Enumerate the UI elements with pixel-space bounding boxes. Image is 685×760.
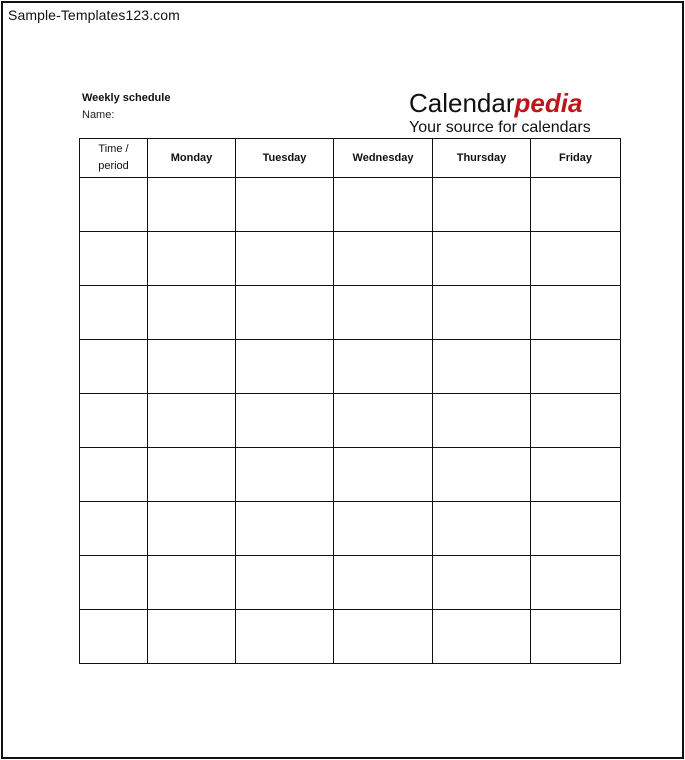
schedule-cell[interactable] xyxy=(334,394,433,448)
time-header-line1: Time / xyxy=(98,143,129,155)
time-period-cell[interactable] xyxy=(80,394,148,448)
table-header-row xyxy=(80,139,621,178)
schedule-cell[interactable] xyxy=(433,448,531,502)
time-period-cell[interactable] xyxy=(80,448,148,502)
document-header xyxy=(82,91,170,122)
table-row xyxy=(80,502,621,556)
schedule-cell[interactable] xyxy=(148,448,236,502)
schedule-cell[interactable] xyxy=(334,178,433,232)
schedule-cell[interactable] xyxy=(433,502,531,556)
schedule-cell[interactable] xyxy=(334,340,433,394)
schedule-cell[interactable] xyxy=(148,286,236,340)
table-row xyxy=(80,394,621,448)
schedule-cell[interactable] xyxy=(334,502,433,556)
time-period-cell[interactable] xyxy=(80,340,148,394)
schedule-cell[interactable] xyxy=(334,232,433,286)
schedule-cell[interactable] xyxy=(236,340,334,394)
schedule-cell[interactable] xyxy=(236,448,334,502)
schedule-cell[interactable] xyxy=(433,232,531,286)
schedule-cell[interactable] xyxy=(433,340,531,394)
day-header-thursday: Thursday xyxy=(433,139,531,178)
brand-name-accent: pedia xyxy=(514,88,583,118)
schedule-cell[interactable] xyxy=(148,178,236,232)
time-header-line2: period xyxy=(98,160,129,172)
schedule-cell[interactable] xyxy=(334,448,433,502)
time-period-cell[interactable] xyxy=(80,502,148,556)
table-row xyxy=(80,286,621,340)
brand-logo xyxy=(409,89,591,136)
table-row xyxy=(80,448,621,502)
schedule-cell[interactable] xyxy=(433,286,531,340)
schedule-cell[interactable] xyxy=(334,286,433,340)
schedule-cell[interactable] xyxy=(531,556,621,610)
weekly-schedule-table xyxy=(79,138,621,664)
schedule-cell[interactable] xyxy=(236,502,334,556)
day-header-wednesday: Wednesday xyxy=(334,139,433,178)
schedule-cell[interactable] xyxy=(148,232,236,286)
time-period-cell[interactable] xyxy=(80,286,148,340)
schedule-cell[interactable] xyxy=(433,610,531,664)
schedule-cell[interactable] xyxy=(148,610,236,664)
table-row xyxy=(80,232,621,286)
schedule-cell[interactable] xyxy=(148,502,236,556)
schedule-cell[interactable] xyxy=(148,340,236,394)
schedule-cell[interactable] xyxy=(236,232,334,286)
table-row xyxy=(80,340,621,394)
day-header-monday: Monday xyxy=(148,139,236,178)
schedule-cell[interactable] xyxy=(334,610,433,664)
table-row xyxy=(80,178,621,232)
brand-name-main: Calendar xyxy=(409,88,515,118)
name-label: Name: xyxy=(82,109,115,121)
schedule-cell[interactable] xyxy=(531,178,621,232)
day-header-tuesday: Tuesday xyxy=(236,139,334,178)
time-period-cell[interactable] xyxy=(80,178,148,232)
schedule-cell[interactable] xyxy=(531,340,621,394)
schedule-cell[interactable] xyxy=(433,394,531,448)
time-period-cell[interactable] xyxy=(80,610,148,664)
schedule-cell[interactable] xyxy=(531,448,621,502)
schedule-cell[interactable] xyxy=(236,556,334,610)
schedule-cell[interactable] xyxy=(531,394,621,448)
watermark-text: Sample-Templates123.com xyxy=(8,7,180,23)
schedule-cell[interactable] xyxy=(236,394,334,448)
schedule-cell[interactable] xyxy=(433,556,531,610)
brand-tagline: Your source for calendars xyxy=(409,119,591,136)
schedule-cell[interactable] xyxy=(236,178,334,232)
page-frame xyxy=(1,1,684,759)
time-period-cell[interactable] xyxy=(80,232,148,286)
schedule-cell[interactable] xyxy=(433,178,531,232)
schedule-cell[interactable] xyxy=(531,286,621,340)
schedule-body xyxy=(80,178,621,664)
schedule-cell[interactable] xyxy=(236,610,334,664)
schedule-cell[interactable] xyxy=(531,610,621,664)
time-period-header xyxy=(80,139,148,178)
day-header-friday: Friday xyxy=(531,139,621,178)
schedule-cell[interactable] xyxy=(531,232,621,286)
schedule-cell[interactable] xyxy=(531,502,621,556)
time-period-cell[interactable] xyxy=(80,556,148,610)
brand-name xyxy=(409,89,591,117)
schedule-cell[interactable] xyxy=(236,286,334,340)
schedule-cell[interactable] xyxy=(334,556,433,610)
schedule-cell[interactable] xyxy=(148,556,236,610)
table-row xyxy=(80,556,621,610)
schedule-cell[interactable] xyxy=(148,394,236,448)
table-row xyxy=(80,610,621,664)
document-title: Weekly schedule xyxy=(82,92,171,104)
